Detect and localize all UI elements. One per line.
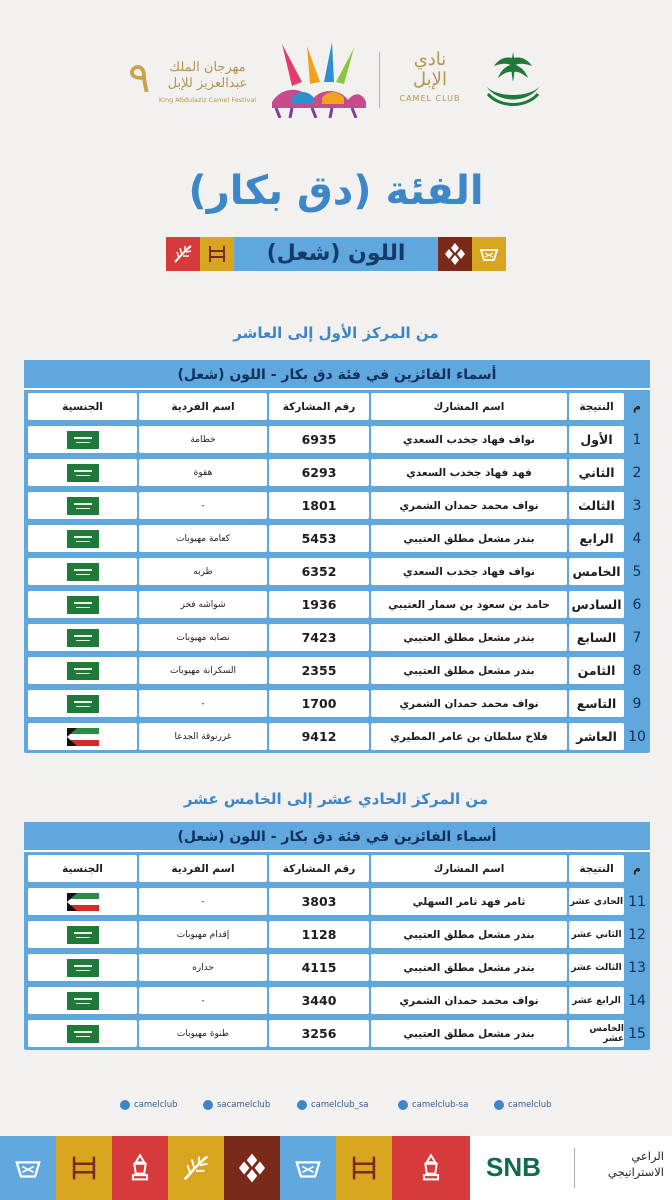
bowl-tile-icon (0, 1136, 56, 1200)
row-camel-name: السكرانة مهيوبات (139, 657, 267, 684)
saudi-flag-icon (67, 1025, 99, 1043)
row-entry-number: 2355 (269, 657, 369, 684)
col-nationality-header: الجنسية (28, 393, 137, 420)
col-camel-header: اسم الفردية (139, 393, 267, 420)
club-name-ar: نادي الإبل (413, 49, 447, 90)
camel-saddle-tile-icon (336, 1136, 392, 1200)
col-rank-header: النتيجة (569, 855, 624, 882)
col-name-header: اسم المشارك (371, 855, 567, 882)
header (0, 40, 672, 120)
bowl-tile-icon (472, 237, 506, 271)
camel-saddle-tile-icon (200, 237, 234, 271)
camel-riders-art-icon (262, 42, 372, 118)
row-entry-number: 4115 (269, 954, 369, 981)
row-entry-number: 1801 (269, 492, 369, 519)
row-camel-name: إقدام مهيوبات (139, 921, 267, 948)
table-row (24, 489, 650, 522)
festival-edition-number: ٩ (128, 53, 151, 102)
diamond-pattern-tile-icon (224, 1136, 280, 1200)
snb-logo: SNB (486, 1152, 541, 1182)
row-participant-name: فلاح سلطان بن عامر المطيري (371, 723, 567, 750)
row-number: 13 (628, 959, 646, 976)
color-label: اللون (شعل) (234, 237, 438, 271)
kuwait-flag-icon (67, 893, 99, 911)
social-handle: camelclub (508, 1100, 552, 1110)
sponsor-divider (574, 1148, 575, 1188)
row-rank: التاسع (569, 690, 624, 717)
row-camel-name: شواشه فخر (139, 591, 267, 618)
row-rank: السادس (569, 591, 624, 618)
row-rank: الأول (569, 426, 624, 453)
category-title: الفئة (دق بكار) (188, 168, 484, 214)
social-x[interactable] (120, 1100, 178, 1110)
table-row (24, 918, 650, 951)
row-camel-name: - (139, 888, 267, 915)
row-rank: الخامس عشر (569, 1020, 624, 1047)
table-row (24, 885, 650, 918)
table1-header-row (24, 390, 650, 423)
incense-burner-tile-icon (392, 1136, 470, 1200)
saudi-flag-icon (67, 926, 99, 944)
row-camel-name: هقوة (139, 459, 267, 486)
camel-club-logo (395, 50, 465, 103)
row-camel-name: - (139, 492, 267, 519)
facebook-icon (203, 1100, 213, 1110)
row-nationality (28, 888, 137, 915)
section1-heading: من المركز الأول إلى العاشر (233, 324, 439, 342)
row-entry-number: 1128 (269, 921, 369, 948)
row-entry-number: 3803 (269, 888, 369, 915)
row-nationality (28, 657, 137, 684)
saudi-flag-icon (67, 497, 99, 515)
table2-title: أسماء الفائزين في فئة دق بكار - اللون (شعل) (24, 822, 650, 852)
table-row (24, 555, 650, 588)
social-handle: sacamelclub (217, 1100, 271, 1110)
row-nationality (28, 954, 137, 981)
row-number: 4 (632, 530, 642, 547)
table-row (24, 423, 650, 456)
col-name-header: اسم المشارك (371, 393, 567, 420)
festival-name-en: King Abdulaziz Camel Festival (158, 96, 257, 104)
row-entry-number: 3256 (269, 1020, 369, 1047)
linkedin-icon (494, 1100, 504, 1110)
instagram-icon (297, 1100, 307, 1110)
club-name-en: CAMEL CLUB (399, 94, 461, 103)
festival-logo (155, 60, 260, 104)
row-rank: الرابع (569, 525, 624, 552)
row-rank: الثالث (569, 492, 624, 519)
row-number: 5 (632, 563, 642, 580)
row-entry-number: 5453 (269, 525, 369, 552)
table-row (24, 654, 650, 687)
row-nationality (28, 525, 137, 552)
palm-swords-emblem-icon (478, 48, 548, 112)
row-number: 2 (632, 464, 642, 481)
row-rank: الثاني عشر (569, 921, 624, 948)
row-camel-name: طنوة مهيوبات (139, 1020, 267, 1047)
saudi-flag-icon (67, 662, 99, 680)
row-participant-name: نواف فهاد جخدب السعدي (371, 426, 567, 453)
social-links (0, 1100, 672, 1116)
saudi-flag-icon (67, 959, 99, 977)
row-rank: الثالث عشر (569, 954, 624, 981)
table-row (24, 951, 650, 984)
row-participant-name: بندر مشعل مطلق العتيبي (371, 921, 567, 948)
social-instagram[interactable] (297, 1100, 368, 1110)
saudi-flag-icon (67, 464, 99, 482)
table-row (24, 1017, 650, 1050)
row-number: 15 (628, 1025, 646, 1042)
row-number: 3 (632, 497, 642, 514)
table-row (24, 522, 650, 555)
row-rank: الثاني (569, 459, 624, 486)
social-facebook[interactable] (203, 1100, 270, 1110)
row-entry-number: 6352 (269, 558, 369, 585)
palm-frond-tile-icon (168, 1136, 224, 1200)
row-number: 6 (632, 596, 642, 613)
row-camel-name: نصابه مهيوبات (139, 624, 267, 651)
color-label-bar (166, 237, 506, 271)
row-entry-number: 1936 (269, 591, 369, 618)
row-rank: السابع (569, 624, 624, 651)
row-participant-name: نواف محمد حمدان الشمري (371, 690, 567, 717)
saudi-flag-icon (67, 629, 99, 647)
row-camel-name: كعامة مهيوبات (139, 525, 267, 552)
winners-table-1 (24, 360, 650, 753)
row-camel-name: حداره (139, 954, 267, 981)
saudi-flag-icon (67, 431, 99, 449)
row-entry-number: 3440 (269, 987, 369, 1014)
bowl-tile-icon (280, 1136, 336, 1200)
row-rank: العاشر (569, 723, 624, 750)
row-participant-name: ثامر فهد ثامر السهلي (371, 888, 567, 915)
table-row (24, 984, 650, 1017)
row-camel-name: - (139, 690, 267, 717)
saudi-flag-icon (67, 992, 99, 1010)
row-entry-number: 1700 (269, 690, 369, 717)
row-entry-number: 6293 (269, 459, 369, 486)
row-nationality (28, 558, 137, 585)
row-rank: الرابع عشر (569, 987, 624, 1014)
row-entry-number: 9412 (269, 723, 369, 750)
sponsor-label: الراعي الاستراتيجي (607, 1149, 664, 1179)
row-participant-name: نواف فهاد جخدب السعدي (371, 558, 567, 585)
row-nationality (28, 591, 137, 618)
col-entry-header: رقم المشاركة (269, 393, 369, 420)
saudi-flag-icon (67, 695, 99, 713)
social-handle: camelclub-sa (412, 1100, 469, 1110)
row-nationality (28, 1020, 137, 1047)
row-participant-name: بندر مشعل مطلق العتيبي (371, 525, 567, 552)
row-participant-name: نواف محمد حمدان الشمري (371, 987, 567, 1014)
winners-table-2 (24, 822, 650, 1050)
col-rank-header: النتيجة (569, 393, 624, 420)
table1-title: أسماء الفائزين في فئة دق بكار - اللون (شعل) (24, 360, 650, 390)
row-number: 8 (632, 662, 642, 679)
header-divider (379, 52, 380, 108)
row-number: 1 (632, 431, 642, 448)
footer-pattern-strip (0, 1136, 672, 1200)
saudi-flag-icon (67, 530, 99, 548)
row-entry-number: 6935 (269, 426, 369, 453)
table-row (24, 687, 650, 720)
row-camel-name: غررنوقة الجدعا (139, 723, 267, 750)
row-participant-name: نواف محمد حمدان الشمري (371, 492, 567, 519)
social-youtube[interactable] (398, 1100, 468, 1110)
table-row (24, 588, 650, 621)
social-handle: camelclub (134, 1100, 178, 1110)
row-number: 12 (628, 926, 646, 943)
row-nationality (28, 459, 137, 486)
row-participant-name: بندر مشعل مطلق العتيبي (371, 624, 567, 651)
table-row (24, 456, 650, 489)
row-number: 9 (632, 695, 642, 712)
row-participant-name: بندر مشعل مطلق العتيبي (371, 657, 567, 684)
row-number: 14 (628, 992, 646, 1009)
kuwait-flag-icon (67, 728, 99, 746)
camel-saddle-tile-icon (56, 1136, 112, 1200)
col-num-header: م (633, 400, 641, 413)
row-nationality (28, 690, 137, 717)
row-nationality (28, 987, 137, 1014)
row-rank: الحادي عشر (569, 888, 624, 915)
palm-frond-tile-icon (166, 237, 200, 271)
col-num-header: م (633, 862, 641, 875)
sponsor-block (470, 1136, 672, 1200)
row-nationality (28, 492, 137, 519)
saudi-flag-icon (67, 596, 99, 614)
row-camel-name: ظربه (139, 558, 267, 585)
row-camel-name: - (139, 987, 267, 1014)
social-linkedin[interactable] (494, 1100, 552, 1110)
row-camel-name: خطامة (139, 426, 267, 453)
row-participant-name: حامد بن سعود بن سمار العتيبي (371, 591, 567, 618)
social-handle: camelclub_sa (311, 1100, 369, 1110)
diamond-pattern-tile-icon (438, 237, 472, 271)
row-nationality (28, 624, 137, 651)
row-number: 7 (632, 629, 642, 646)
festival-name-ar: مهرجان الملك عبدالعزيز للإبل (167, 60, 248, 91)
x-icon (120, 1100, 130, 1110)
row-nationality (28, 426, 137, 453)
table2-header-row (24, 852, 650, 885)
row-rank: الخامس (569, 558, 624, 585)
row-participant-name: بندر مشعل مطلق العتيبي (371, 1020, 567, 1047)
row-nationality (28, 921, 137, 948)
row-nationality (28, 723, 137, 750)
youtube-icon (398, 1100, 408, 1110)
section2-heading: من المركز الحادي عشر إلى الخامس عشر (183, 790, 489, 808)
row-participant-name: فهد فهاد جخدب السعدي (371, 459, 567, 486)
saudi-flag-icon (67, 563, 99, 581)
incense-burner-tile-icon (112, 1136, 168, 1200)
table-row (24, 720, 650, 753)
col-camel-header: اسم الفردية (139, 855, 267, 882)
row-entry-number: 7423 (269, 624, 369, 651)
row-number: 10 (628, 728, 646, 745)
row-participant-name: بندر مشعل مطلق العتيبي (371, 954, 567, 981)
col-nationality-header: الجنسية (28, 855, 137, 882)
col-entry-header: رقم المشاركة (269, 855, 369, 882)
table-row (24, 621, 650, 654)
row-rank: الثامن (569, 657, 624, 684)
row-number: 11 (628, 893, 646, 910)
